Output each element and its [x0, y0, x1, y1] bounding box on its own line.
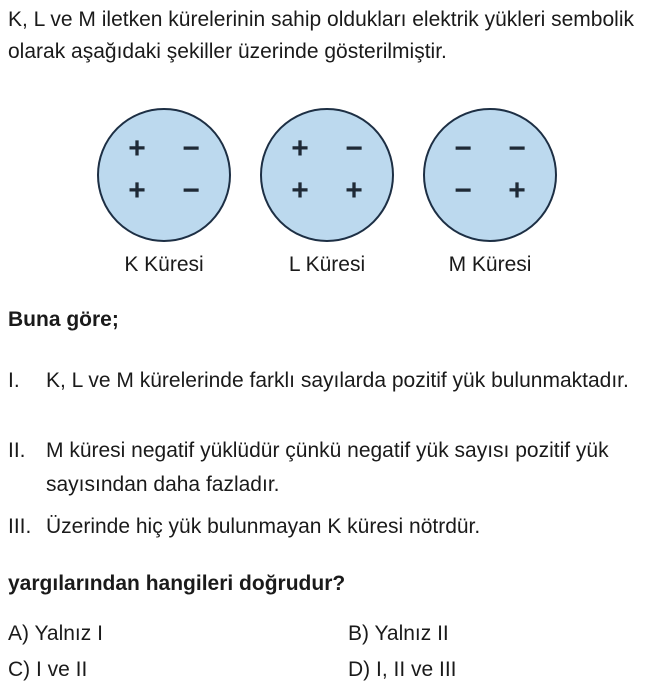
option-c[interactable]: C) I ve II [8, 658, 88, 681]
statement-2 [8, 434, 640, 502]
question-intro: K, L ve M iletken kürelerinin sahip oldukları elektrik yükleri sembolik olarak aşağıdaki şekiller üzerinde gösterilmiştir. [8, 8, 634, 63]
charge-symbol: + [291, 174, 309, 207]
charge-symbol: − [454, 174, 472, 207]
statement-number: II. [8, 439, 26, 462]
statement-number: III. [8, 515, 32, 538]
statement-1 [8, 364, 640, 398]
charge-symbol: + [345, 174, 363, 207]
statement-text: M küresi negatif yüklüdür çünkü negatif yük sayısı pozitif yük sayısından daha fazladır. [46, 439, 609, 496]
charge-symbol: − [454, 132, 472, 165]
question-prompt: yargılarından hangileri doğrudur? [8, 572, 346, 595]
option-b[interactable]: B) Yalnız II [348, 622, 449, 645]
charge-symbol: + [291, 132, 309, 165]
sphere-m-label: M Küresi [448, 253, 532, 276]
sphere-k-label: K Küresi [124, 253, 204, 276]
sphere-l [260, 108, 394, 242]
statement-number: I. [8, 369, 20, 392]
option-a[interactable]: A) Yalnız I [8, 622, 103, 645]
sphere-k [97, 108, 231, 242]
charge-symbol: + [508, 174, 526, 207]
lead-text: Buna göre; [8, 308, 119, 331]
option-d[interactable]: D) I, II ve III [348, 658, 457, 681]
sphere-m [423, 108, 557, 242]
charge-symbol: − [182, 132, 200, 165]
charge-symbol: + [128, 174, 146, 207]
charge-symbol: − [345, 132, 363, 165]
spheres-figure [0, 108, 648, 288]
charge-symbol: + [128, 132, 146, 165]
sphere-l-label: L Küresi [288, 253, 366, 276]
statement-text: Üzerinde hiç yük bulunmayan K küresi nötrdür. [46, 515, 481, 538]
charge-symbol: − [508, 132, 526, 165]
statement-3 [8, 510, 640, 544]
charge-symbol: − [182, 174, 200, 207]
statement-text: K, L ve M kürelerinde farklı sayılarda pozitif yük bulunmaktadır. [46, 369, 629, 392]
